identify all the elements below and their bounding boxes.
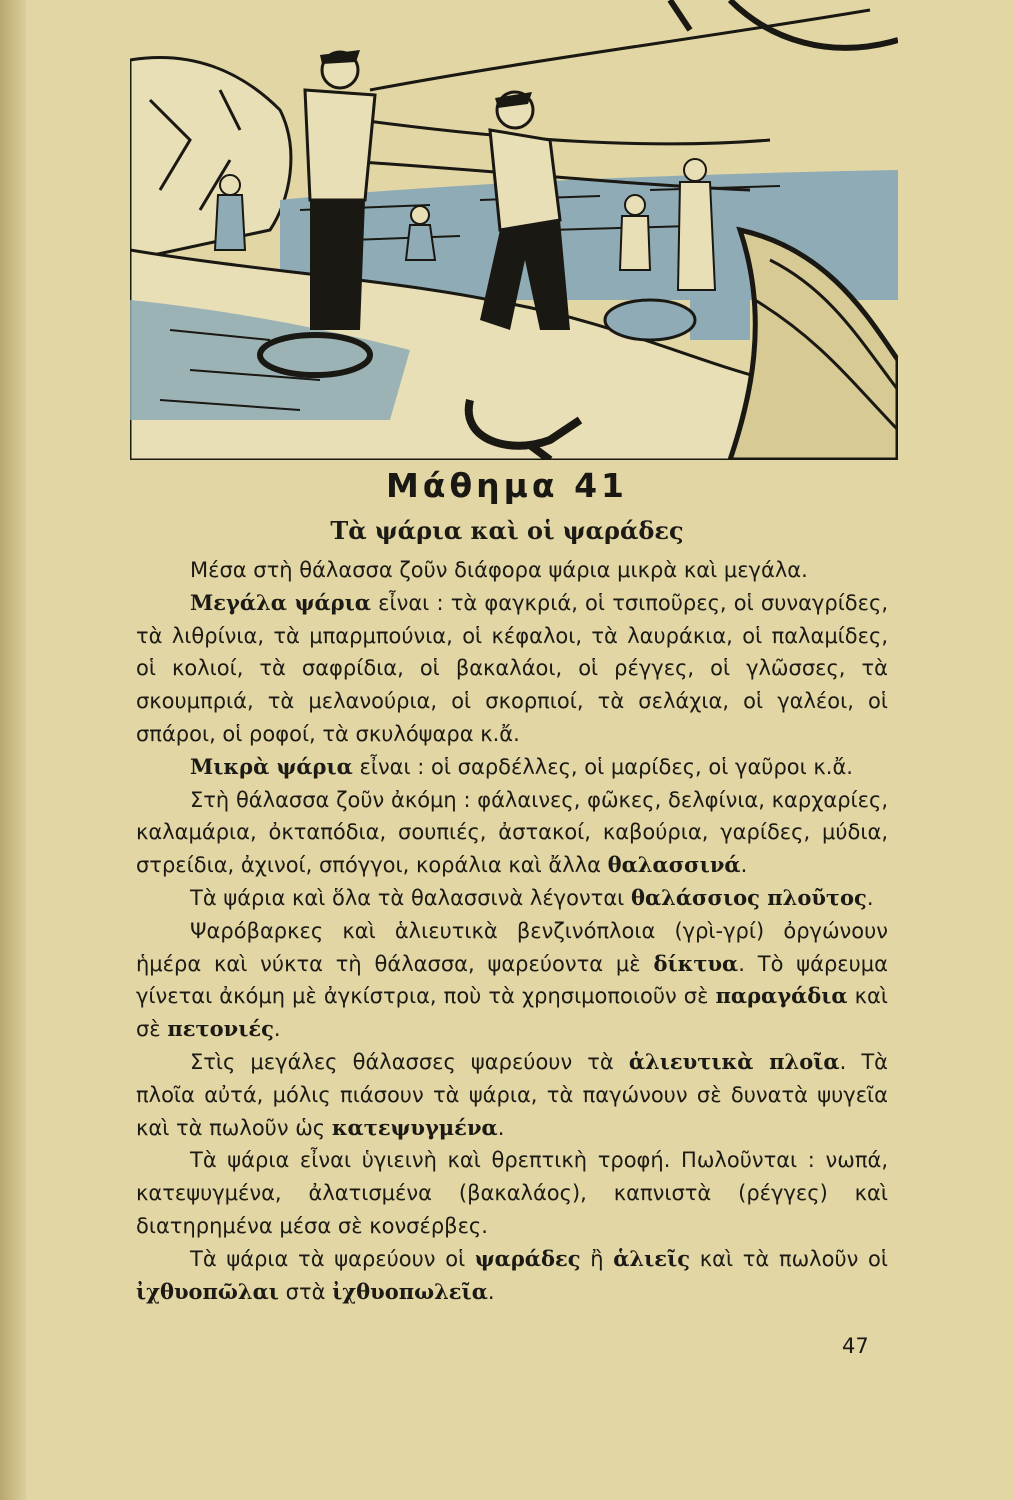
bold-term: ἁλιευτικὰ πλοῖα (628, 1048, 840, 1074)
fishermen-illustration (130, 0, 898, 460)
bold-term: ἰχθυοπωλεῖα (332, 1278, 488, 1304)
bold-term: πετονιές (167, 1016, 274, 1042)
paragraph: Ψαρόβαρκες καὶ ἁλιευτικὰ βενζινόπλοια (γρὶ-γρί) ὀργώνουν ἡμέρα καὶ νύκτα τὴ θάλασσα, ψαρεύοντα μὲ δίκτυα. Τὸ ψάρευμα γίνεται ἀκόμη μὲ ἀγκίστρια, ποὺ τὰ χρησιμοποιοῦν σὲ παραγάδια καὶ σὲ πετονιές. (136, 918, 888, 1042)
lesson-text (136, 554, 888, 1308)
bold-term: κατεψυγμένα (331, 1114, 498, 1140)
page-binding-edge (0, 0, 26, 1500)
bold-term: ψαράδες (474, 1245, 581, 1271)
bold-term: Μεγάλα ψάρια (190, 589, 371, 615)
paragraph: Μέσα στὴ θάλασσα ζοῦν διάφορα ψάρια μικρὰ καὶ μεγάλα. (190, 558, 808, 582)
paragraph: Μικρὰ ψάρια εἶναι : οἱ σαρδέλλες, οἱ μαρίδες, οἱ γαῦροι κ.ἄ. (190, 753, 853, 779)
paragraph: Μεγάλα ψάρια εἶναι : τὰ φαγκριά, οἱ τσιποῦρες, οἱ συναγρίδες, τὰ λιθρίνια, τὰ μπαρμπούνια, οἱ κέφαλοι, τὰ λαυράκια, οἱ παλαμίδες, οἱ κολιοί, τὰ σαφρίδια, οἱ βακαλάοι, οἱ ρέγγες, οἱ γλῶσσες, τὰ σκουμπριά, τὰ μελανούρια, οἱ σκορπιοί, τὰ σελάχια, οἱ γαλέοι, οἱ σπάροι, οἱ ροφοί, τὰ σκυλόψαρα κ.ἄ. (136, 589, 888, 746)
lesson-title: Μάθημα 41 (385, 466, 629, 505)
bold-term: θαλάσσιος πλοῦτος (630, 884, 867, 910)
paragraph: Στὴ θάλασσα ζοῦν ἀκόμη : φάλαινες, φῶκες, δελφίνια, καρχαρίες, καλαμάρια, ὀκταπόδια, σουπιές, ἀστακοί, καβούρια, γαρίδες, μύδια, στρείδια, ἀχινοί, σπόγγοι, κοράλια καὶ ἄλλα θαλασσινά. (136, 787, 888, 878)
paragraph: Τὰ ψάρια τὰ ψαρεύουν οἱ ψαράδες ἢ ἁλιεῖς καὶ τὰ πωλοῦν οἱ ἰχθυοπῶλαι στὰ ἰχθυοπωλεῖα. (136, 1245, 888, 1304)
bold-term: ἁλιεῖς (613, 1245, 691, 1271)
paragraph: Τὰ ψάρια καὶ ὅλα τὰ θαλασσινὰ λέγονται θαλάσσιος πλοῦτος. (190, 884, 874, 910)
bold-term: Μικρὰ ψάρια (190, 753, 353, 779)
page-number: 47 (842, 1334, 869, 1358)
lesson-subtitle: Τὰ ψάρια καὶ οἱ ψαράδες (330, 516, 684, 545)
bold-term: δίκτυα (653, 950, 739, 976)
paragraph: Τὰ ψάρια εἶναι ὑγιεινὴ καὶ θρεπτικὴ τροφή. Πωλοῦνται : νωπά, κατεψυγμένα, ἀλατισμένα (βακαλάος), καπνιστὰ (ρέγγες) καὶ διατηρημένα μέσα σὲ κονσέρβες. (136, 1148, 888, 1238)
bold-term: θαλασσινά (607, 852, 741, 878)
bold-term: παραγάδια (715, 983, 848, 1009)
paragraph: Στὶς μεγάλες θάλασσες ψαρεύουν τὰ ἁλιευτικὰ πλοῖα. Τὰ πλοῖα αὐτά, μόλις πιάσουν τὰ ψάρια, τὰ παγώνουν σὲ δυνατὰ ψυγεῖα καὶ τὰ πωλοῦν ὡς κατεψυγμένα. (136, 1048, 888, 1140)
bold-term: ἰχθυοπῶλαι (136, 1278, 279, 1304)
